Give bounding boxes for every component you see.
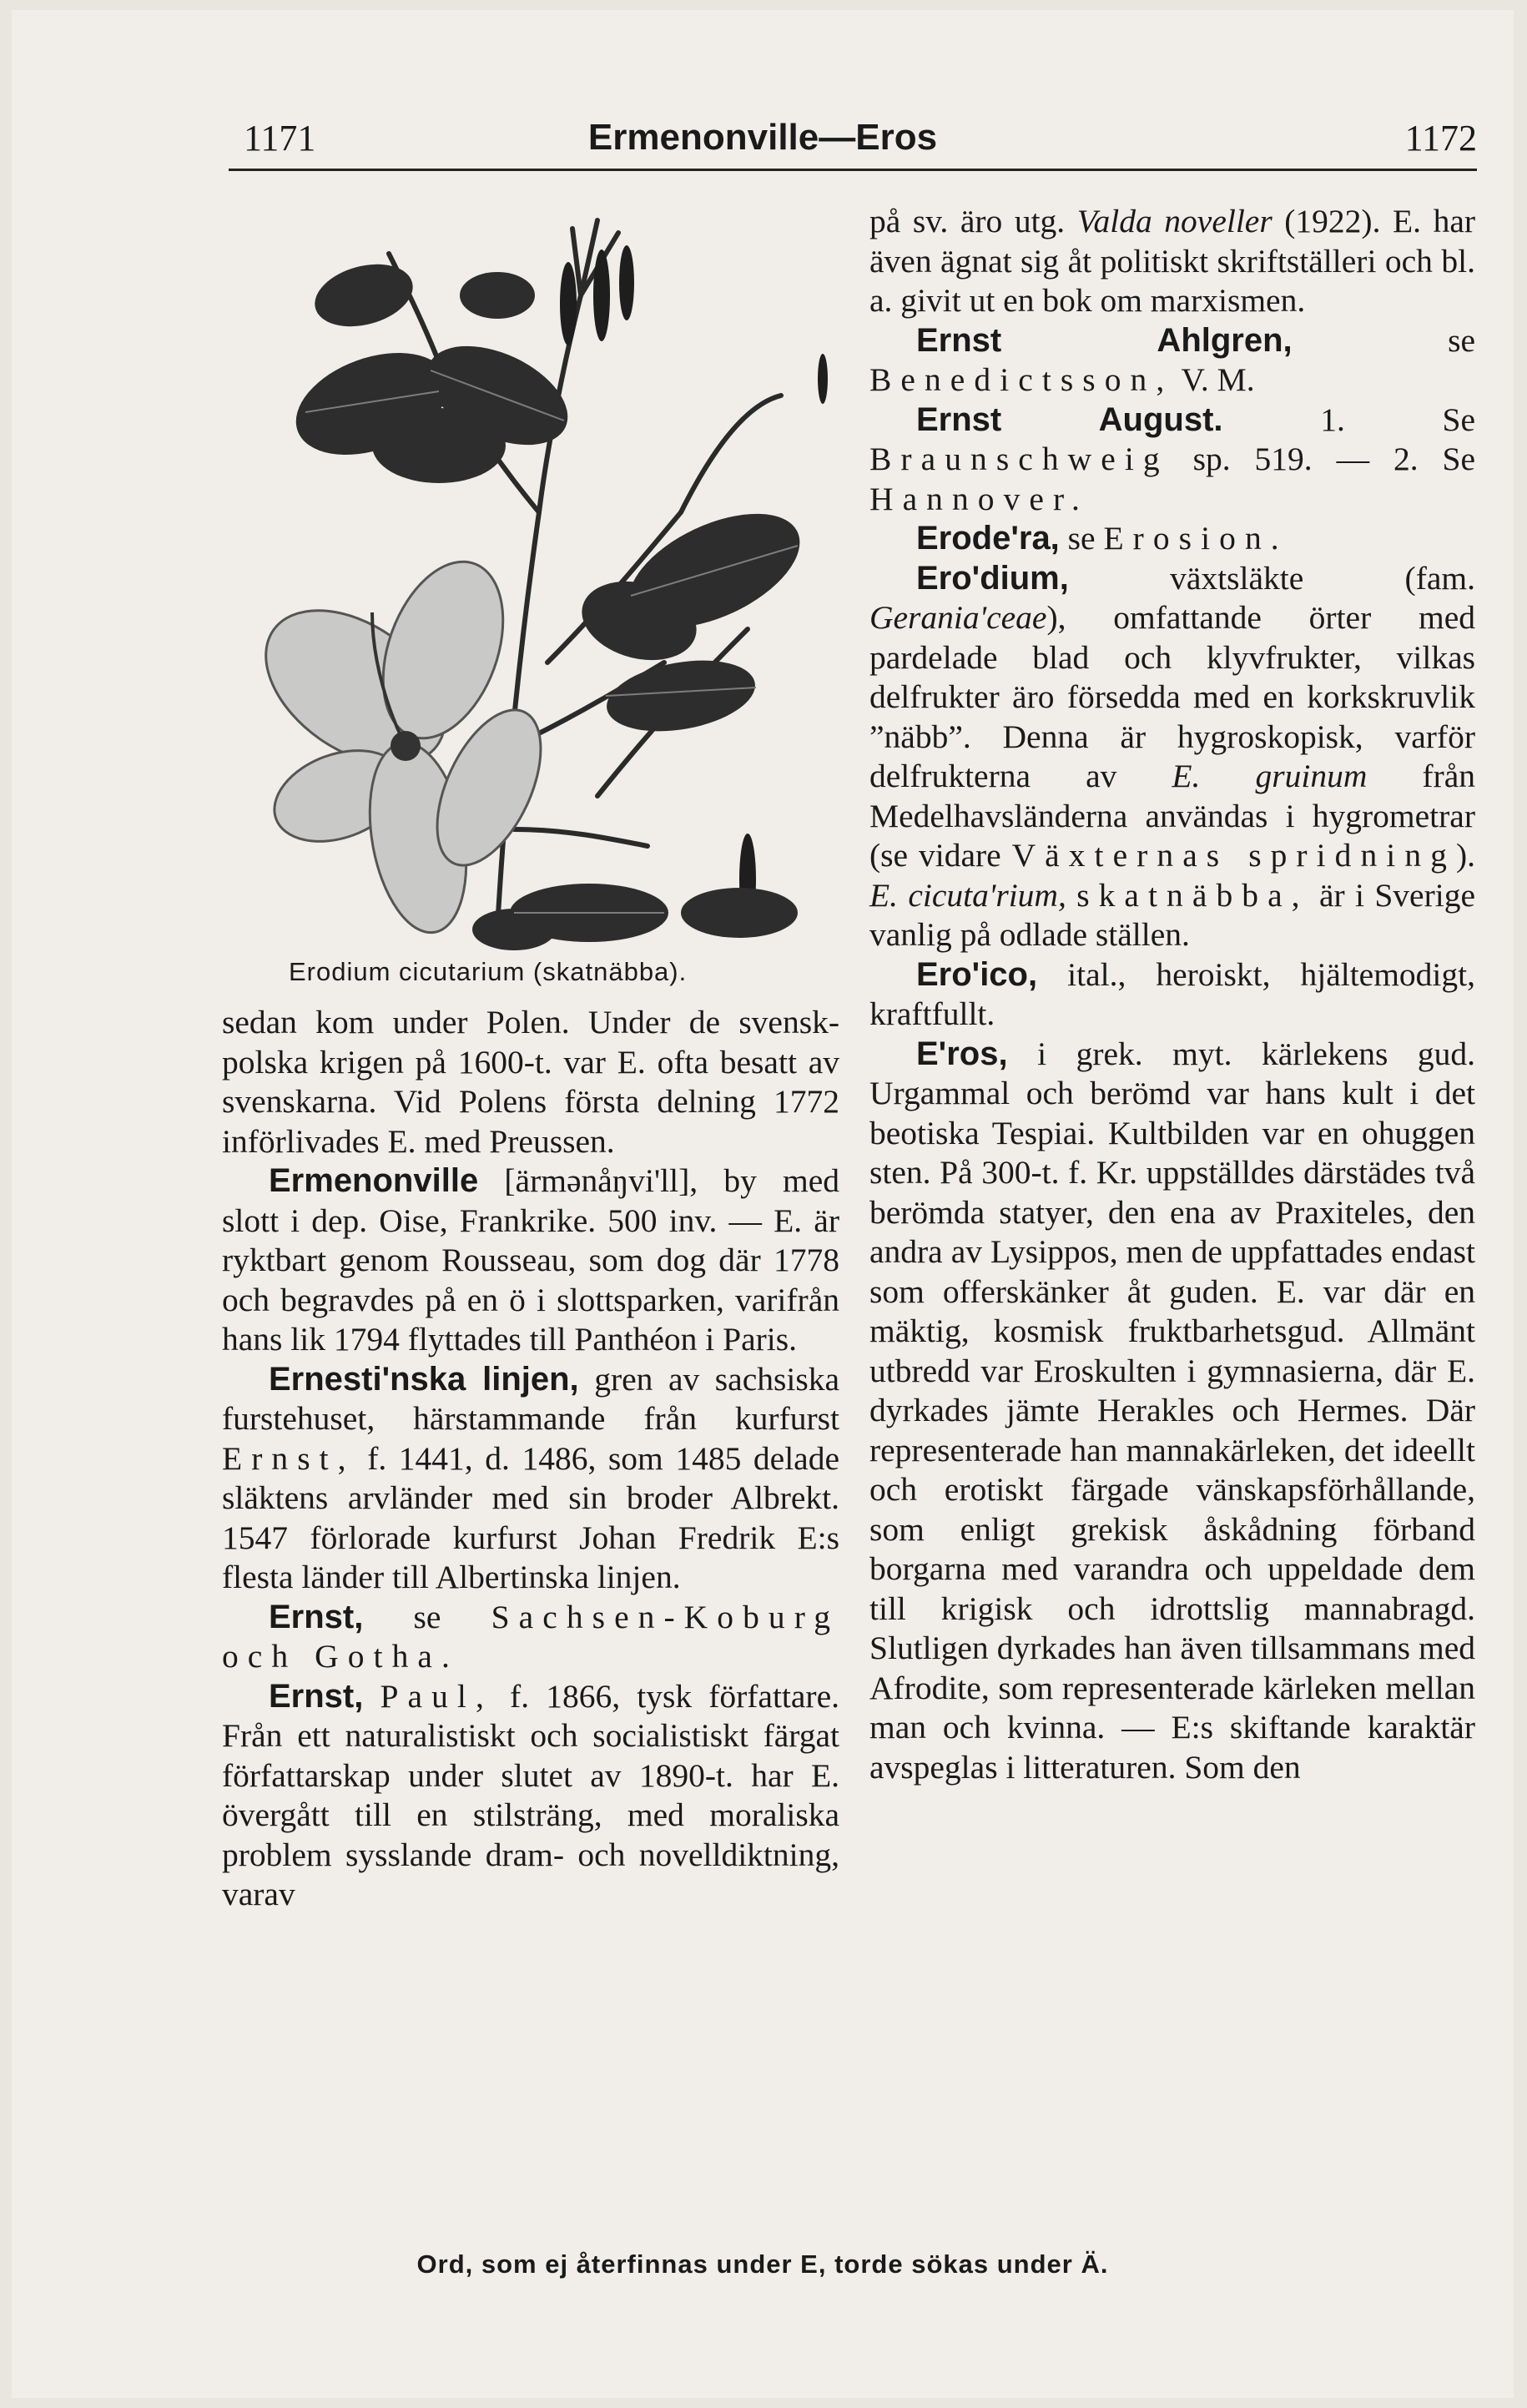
footer-note: Ord, som ej återfinnas under E, torde sökas under Ä. [416, 2249, 1109, 2279]
headword: Ermenonville [269, 1162, 479, 1199]
left-column [222, 1003, 839, 1915]
paragraph: sedan kom under Polen. Under de svensk-polska krigen på 1600-t. var E. ofta besatt av svenskarna. Vid Polens första delning 1772 införlivades E. med Preussen. [222, 1004, 839, 1160]
page-number-left: 1171 [244, 118, 316, 159]
cross-reference: Benedictsson, [869, 361, 1174, 398]
page-number-right: 1172 [1404, 118, 1477, 159]
page-header [12, 108, 1514, 175]
headword: Ernst, [269, 1677, 364, 1715]
headword: Ernst, [269, 1598, 364, 1635]
cross-reference: Hannover. [869, 480, 1089, 517]
entry-eros: E'ros, i grek. myt. kärlekens gud. Urgammal och berömd var hans kult i det beotiska Tespiai. Kultbilden var en ohuggen sten. På 300-t. f. Kr. uppställdes därstädes två berömda statyer, den ena av Praxiteles, den andra av Lysippos, men de uppfattades endast som offerskänker åt guden. E. var där en mäktig, kosmisk fruktbarhetsgud. Allmänt utbredd var Eroskulten i gymnasierna, där E. dyrkades jämte Herakles och Hermes. Där representerade han mannakärleken, det ideellt och erotiskt färgade vänskapsförhållande, som enligt grekisk åskådning förband borgarna med varandra och uppeldade dem till krigisk och idrottslig mannabragd. Slutligen dyrkades han även tillsammans med Afrodite, som representerade kärleken mellan man och kvinna. — E:s skiftande karaktär avspeglas i litteraturen. Som den [869, 1035, 1475, 1786]
cross-reference: Sachsen-Koburg och Gotha. [222, 1598, 840, 1675]
headword: Ernesti'nska linjen, [269, 1360, 579, 1398]
headword: Ernst August. [916, 400, 1223, 438]
entry-eroico: Ero'ico, ital., heroiskt, hjältemodigt, kraftfullt. [869, 955, 1476, 1032]
headword: Ernst Ahlgren, [916, 321, 1293, 359]
entry-ermenonville: Ermenonville [ärmənåŋvi'll], by med slott i dep. Oise, Frankrike. 500 inv. — E. är ryktbart genom Rousseau, som dog där 1778 och begravdes på en ö i slottsparken, varifrån hans lik 1794 flyttades till Panthéon i Paris. [222, 1162, 840, 1358]
paragraph: på sv. äro utg. Valda noveller (1922). E. har även ägnat sig åt politiskt skriftställeri och bl. a. givit ut en bok om marxismen. [869, 203, 1476, 319]
headword: E'ros, [916, 1035, 1008, 1072]
plant-drawing-icon [247, 195, 831, 955]
erodium-illustration [247, 195, 831, 955]
headword: Ero'ico, [916, 955, 1038, 993]
running-title: Ermenonville—Eros [587, 117, 938, 158]
page [12, 10, 1514, 2398]
entry-ernst-ahlgren: Ernst Ahlgren, se Benedictsson, V. M. [869, 321, 1475, 398]
headword: Ero'dium, [916, 559, 1069, 597]
right-column [869, 202, 1475, 1787]
entry-ernestinska: Ernesti'nska linjen, gren av sachsiska furstehuset, härstammande från kurfurst Ernst, f. 1441, d. 1486, som 1485 delade släktens arvländer med sin broder Albrekt. 1547 förlorade kurfurst Johan Fredrik E:s flesta länder till Albertinska linjen. [222, 1360, 839, 1595]
entry-ernst-paul: Ernst, Paul, f. 1866, tysk författare. Från ett naturalistiskt och socialistiskt färgat författarskap under slutet av 1890-t. har E. övergått till en stilsträng, med moraliska problem sysslande dram- och novelldiktning, varav [222, 1677, 839, 1912]
entry-ernst-august: Ernst August. 1. Se Braunschweig sp. 519. — 2. Se Hannover. [869, 400, 1476, 517]
entry-ernst-ref: Ernst, se Sachsen-Koburg och Gotha. [222, 1598, 840, 1675]
cross-reference: Erosion. [1103, 520, 1288, 557]
header-rule [229, 169, 1477, 171]
headword: Erode'ra, [916, 520, 1060, 557]
entry-erodera: Erode'ra, se Erosion. [869, 519, 1475, 559]
entry-erodium: Ero'dium, växtsläkte (fam. Gerania'ceae), omfattande örter med pardelade blad och klyvfrukter, vilkas delfrukter äro försedda med en korkskruvlik ”näbb”. Denna är hygroskopisk, varför delfrukterna av E. gruinum från Medelhavsländerna användas i hygrometrar (se vidare Växternas spridning). E. cicuta'rium, skatnäbba, är i Sverige vanlig på odlade ställen. [869, 559, 1476, 953]
cross-reference: Växternas spridning [1011, 837, 1456, 874]
figure-caption: Erodium cicutarium (skatnäbba). [289, 957, 688, 986]
cross-reference: Braunschweig [869, 441, 1169, 477]
